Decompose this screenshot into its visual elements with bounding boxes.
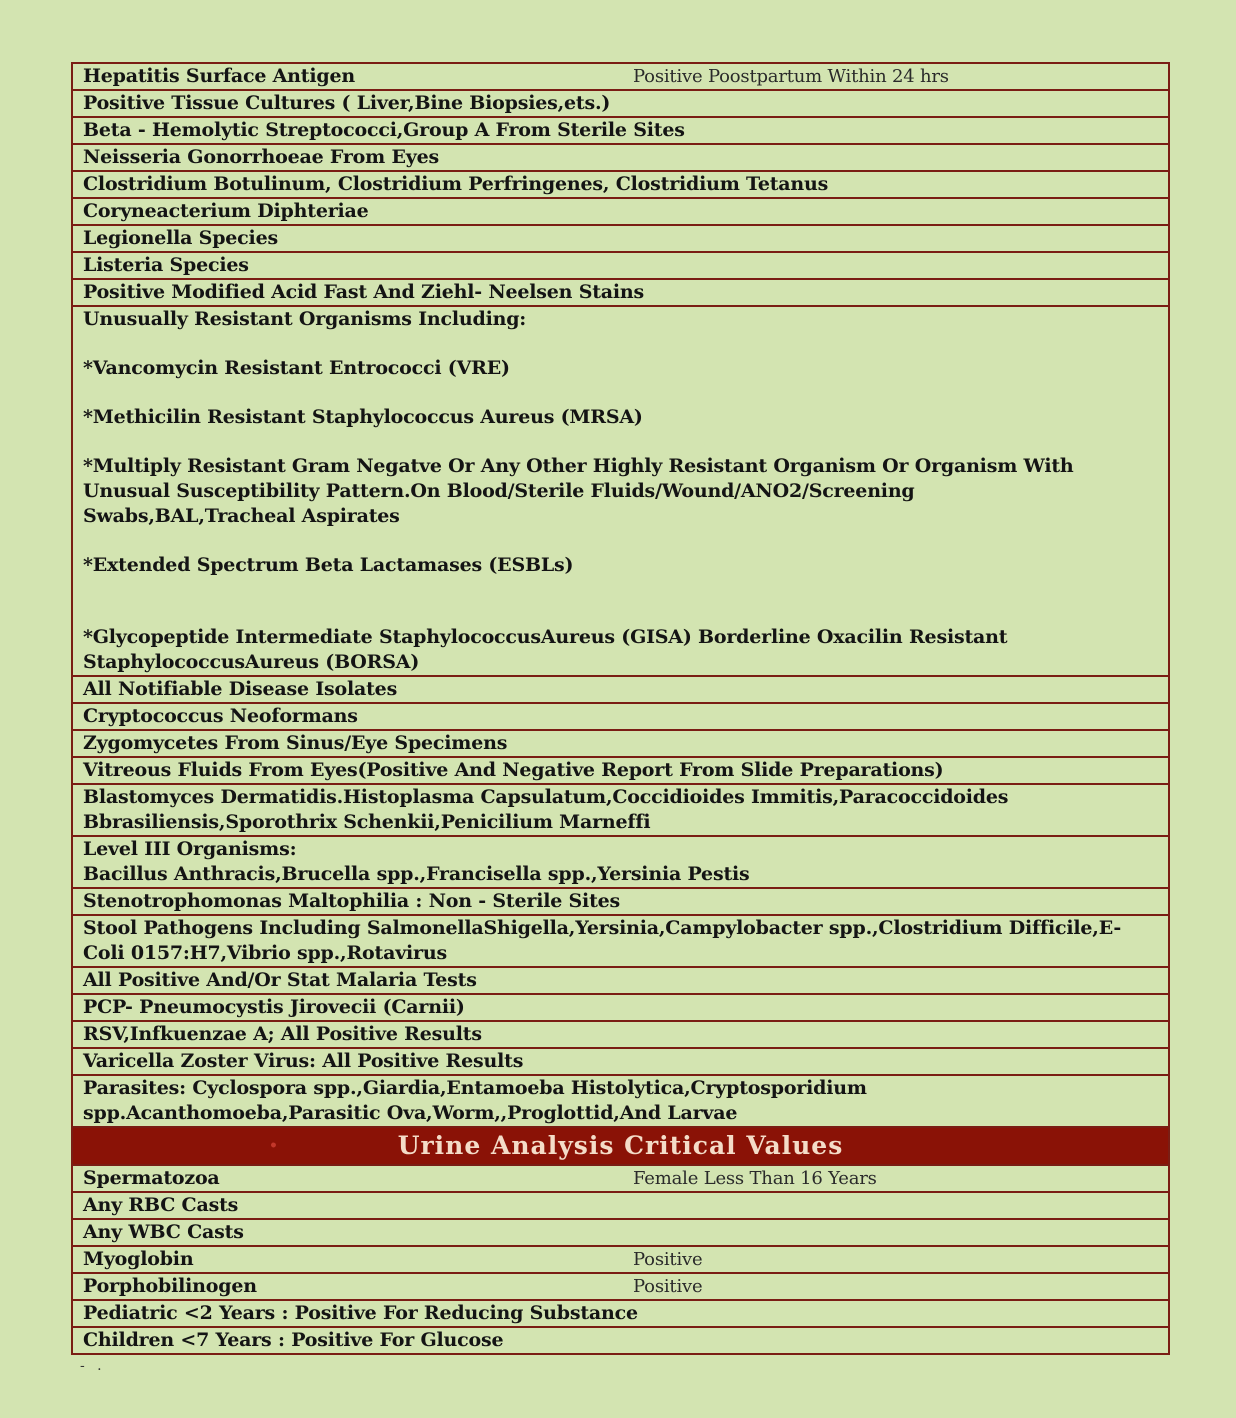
table-row [73,251,1168,278]
row-label: All Positive And/Or Stat Malaria Tests [83,969,477,991]
table-row [73,170,1168,197]
table-row [73,887,1168,914]
blastomyces-line: Bbrasiliensis,Sporothrix Schenkii,Penicilium Marneffi [83,811,651,833]
table-row [73,835,1168,887]
table-row [73,224,1168,251]
row-value: Positive Poostpartum Within 24 hrs [633,66,949,87]
row-label: Positive Modified Acid Fast And Ziehl- Neelsen Stains [83,281,645,303]
row-label: Neisseria Gonorrhoeae From Eyes [83,146,439,168]
table-row [73,116,1168,143]
gisa-line: StaphylococcusAureus (BORSA) [83,651,420,673]
table-row [73,1047,1168,1074]
row-value: Positive [633,1249,703,1270]
row-label: All Notifiable Disease Isolates [83,678,398,700]
row-label: Beta - Hemolytic Streptococci,Group A From Sterile Sites [83,119,685,141]
table-row [73,1164,1168,1191]
table-row [73,702,1168,729]
blastomyces-line: Blastomyces Dermatidis.Histoplasma Capsulatum,Coccidioides Immitis,Paracoccidoides [83,786,1009,808]
row-label: Legionella Species [83,227,278,249]
row-label: Any WBC Casts [83,1221,244,1243]
multi-resistant-line: Swabs,BAL,Tracheal Aspirates [83,505,400,527]
stool-pathogens-line: Stool Pathogens Including SalmonellaShigella,Yersinia,Campylobacter spp.,Clostridium Difficile,E- [83,917,1122,939]
row-label: Pediatric <2 Years : Positive For Reducing Substance [83,1302,638,1324]
row-label: RSV,Infkuenzae A; All Positive Results [83,1023,482,1045]
vre-line: *Vancomycin Resistant Entrococci (VRE) [83,357,510,379]
table-row [73,1191,1168,1218]
bullet-icon: • [269,1138,279,1154]
table-row [73,1020,1168,1047]
row-label: Listeria Species [83,254,249,276]
level-three-line: Level III Organisms: [83,838,297,860]
table-row [73,278,1168,305]
table-row [73,62,1168,89]
table-row [73,993,1168,1020]
table-row [73,1326,1168,1355]
table-row [73,1245,1168,1272]
parasites-line: Parasites: Cyclospora spp.,Giardia,Entamoeba Histolytica,Cryptosporidium [83,1077,867,1099]
row-label: Hepatitis Surface Antigen [83,65,355,87]
table-row [73,143,1168,170]
table-row [73,89,1168,116]
gisa-line: *Glycopeptide Intermediate StaphylococcusAureus (GISA) Borderline Oxacilin Resistant [83,626,1008,648]
row-label: Coryneacterium Diphteriae [83,200,369,222]
row-value: Female Less Than 16 Years [633,1168,877,1189]
table-row [73,1272,1168,1299]
mrsa-line: *Methicilin Resistant Staphylococcus Aureus (MRSA) [83,406,643,428]
level-three-line: Bacillus Anthracis,Brucella spp.,Francisella spp.,Yersinia Pestis [83,863,750,885]
table-row [73,675,1168,702]
row-label: Any RBC Casts [83,1194,239,1216]
resistant-organisms-row [73,305,1168,675]
table-row [73,1299,1168,1326]
table-row [73,729,1168,756]
row-label: Porphobilinogen [83,1275,257,1297]
urine-analysis-header [73,1126,1168,1164]
row-label: Stenotrophomonas Maltophilia : Non - Sterile Sites [83,890,621,912]
row-label: Clostridium Botulinum, Clostridium Perfringenes, Clostridium Tetanus [83,173,829,195]
critical-values-table [71,62,1170,1355]
row-label: Children <7 Years : Positive For Glucose [83,1329,504,1351]
stool-pathogens-line: Coli 0157:H7,Vibrio spp.,Rotavirus [83,942,447,964]
row-label: Varicella Zoster Virus: All Positive Results [83,1050,524,1072]
row-value: Positive [633,1276,703,1297]
section-title: Urine Analysis Critical Values [397,1131,844,1160]
multi-resistant-line: Unusual Susceptibility Pattern.On Blood/Sterile Fluids/Wound/ANO2/Screening [83,480,915,502]
table-row [73,966,1168,993]
row-label: Myoglobin [83,1248,194,1270]
cut-off-text: - . [80,1358,106,1374]
esbl-line: *Extended Spectrum Beta Lactamases (ESBLs) [83,554,574,576]
table-row [73,756,1168,783]
table-row [73,1218,1168,1245]
multi-resistant-line: *Multiply Resistant Gram Negatve Or Any Other Highly Resistant Organism Or Organism With [83,455,1074,477]
row-label: Spermatozoa [83,1167,220,1189]
parasites-line: spp.Acanthomoeba,Parasitic Ova,Worm,,Proglottid,And Larvae [83,1102,738,1124]
table-row [73,783,1168,835]
table-row [73,914,1168,966]
resistant-heading: Unusually Resistant Organisms Including: [83,308,527,330]
row-label: Zygomycetes From Sinus/Eye Specimens [83,732,508,754]
table-row [73,197,1168,224]
row-label: PCP- Pneumocystis Jirovecii (Carnii) [83,996,465,1018]
table-row [73,1074,1168,1126]
row-label: Vitreous Fluids From Eyes(Positive And Negative Report From Slide Preparations) [83,759,944,781]
row-label: Cryptococcus Neoformans [83,705,358,727]
row-label: Positive Tissue Cultures ( Liver,Bine Biopsies,ets.) [83,92,611,114]
